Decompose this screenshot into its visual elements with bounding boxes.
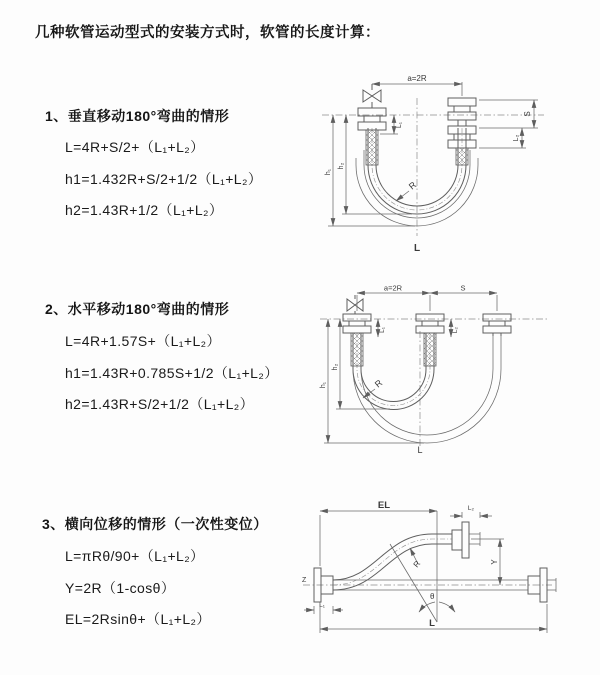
dim-label-h1: h₁ xyxy=(325,168,332,176)
section-3-heading: 3、横向位移的情形（一次性变位） xyxy=(42,516,268,532)
dim-label-h2: h₂ xyxy=(338,162,345,170)
middle-hose-braid xyxy=(424,333,436,366)
valve-icon xyxy=(363,90,381,102)
section-1-formula-h2: h2=1.43R+1/2（L₁+L₂） xyxy=(65,202,224,218)
section-1-heading: 1、垂直移动180°弯曲的情形 xyxy=(45,108,230,124)
hose-outer-wall xyxy=(353,333,434,410)
section-2-formula-h1: h1=1.43R+0.785S+1/2（L₁+L₂） xyxy=(65,365,279,381)
dim-label-s: S xyxy=(460,283,466,293)
dim-label-a2r: a=2R xyxy=(407,74,427,83)
diagram-vertical-180-bend xyxy=(312,70,552,255)
section-3-formula-Y: Y=2R（1-cosθ） xyxy=(65,580,176,596)
dim-label-l2: L₂ xyxy=(467,505,475,512)
diagram-lateral-displacement xyxy=(300,498,595,643)
dim-label-h1: h₁ xyxy=(320,381,327,389)
left-flange-bottom xyxy=(343,326,371,333)
dim-label-l1: L₁ xyxy=(319,602,325,609)
angle-label: θ xyxy=(430,592,435,601)
right-tube-walls xyxy=(458,120,466,126)
right-upper-flange-bottom xyxy=(448,112,476,120)
dim-label-y: Y xyxy=(490,559,499,565)
hose-centerline xyxy=(333,539,452,585)
radius-label: R xyxy=(372,377,385,390)
section-2-heading: 2、水平移动180°弯曲的情形 xyxy=(45,301,230,317)
hose-top-wall xyxy=(333,534,452,580)
left-hose-braid xyxy=(366,130,378,165)
left-flange-top xyxy=(343,314,371,321)
dim-label-l1: L₁ xyxy=(379,327,386,333)
dim-label-l2: L₂ xyxy=(513,134,520,142)
valve-icon xyxy=(347,299,363,311)
dim-label-el: EL xyxy=(377,500,391,511)
section-3-formula-EL: EL=2Rsinθ+（L₁+L₂） xyxy=(65,611,211,627)
right-flange-bottom xyxy=(483,326,511,333)
dim-ticks-l2 xyxy=(462,512,480,518)
radius-label: R xyxy=(406,179,419,192)
dim-label-s: S xyxy=(523,111,532,117)
dim-label-h2: h₂ xyxy=(332,363,339,371)
right-upper-flange-top xyxy=(448,98,476,106)
diagram-horizontal-180-bend xyxy=(312,281,552,456)
left-flange-neck xyxy=(349,321,365,326)
section-2-formula-h2: h2=1.43R+S/2+1/2（L₁+L₂） xyxy=(65,396,255,412)
right-flange-top xyxy=(483,314,511,321)
section-1-formula-h1: h1=1.432R+S/2+1/2（L₁+L₂） xyxy=(65,171,263,187)
right-flange-neck xyxy=(489,321,505,326)
left-hose-braid xyxy=(351,333,363,366)
right-hose-braid xyxy=(456,148,468,165)
right-upper-flange-neck xyxy=(454,106,470,112)
section-3-formula-L: L=πRθ/90+（L₁+L₂） xyxy=(65,548,205,564)
dim-label-l2: L₂ xyxy=(452,326,459,334)
length-label: L xyxy=(417,445,423,455)
right-flange-plate xyxy=(540,568,547,602)
dim-label-z: Z xyxy=(302,577,307,584)
middle-flange-neck xyxy=(422,321,438,326)
dim-label-l1: L₁ xyxy=(396,121,403,129)
left-flange-neck xyxy=(364,116,380,122)
angle-arrow-left xyxy=(419,602,435,612)
radius-label: R xyxy=(411,559,423,570)
upper-flange-hub xyxy=(452,530,462,550)
section-2-formula-L: L=4R+1.57S+（L₁+L₂） xyxy=(65,333,221,349)
angle-arrow-right xyxy=(439,602,455,612)
hose-bottom-wall xyxy=(333,544,452,590)
length-label: L xyxy=(413,243,421,254)
dim-label-a2r: a=2R xyxy=(383,283,403,293)
hose-inner-wall xyxy=(361,333,426,402)
middle-flange-top xyxy=(416,314,444,321)
dim-label-l: L xyxy=(429,618,435,629)
radius-leader xyxy=(396,191,409,201)
page-title: 几种软管运动型式的安装方式时，软管的长度计算： xyxy=(35,25,380,41)
dim-ext-top xyxy=(357,295,497,311)
upper-flange-plate xyxy=(462,522,469,558)
section-1-formula-L: L=4R+S/2+（L₁+L₂） xyxy=(65,139,205,155)
